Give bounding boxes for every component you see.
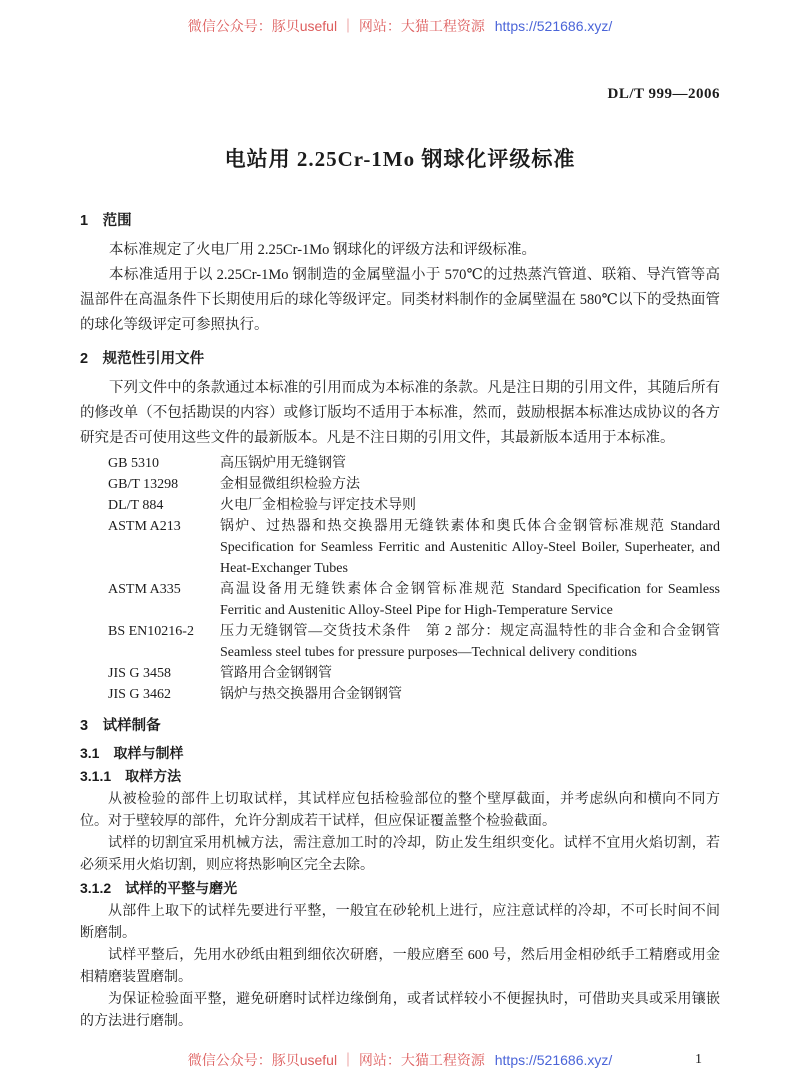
document-content: [0, 84, 800, 1032]
watermark-label: 微信公众号：豚贝useful ｜ 网站：大猫工程资源: [187, 1052, 485, 1068]
paragraph: 从部件上取下的试样先要进行平整，一般宜在砂轮机上进行，应注意试样的冷却，不可长时间不间断磨制。: [80, 904, 720, 941]
watermark-url-link[interactable]: https://521686.xyz/: [494, 18, 613, 34]
paragraph: 本标准适用于以 2.25Cr-1Mo 钢制造的金属壁温小于 570℃的过热蒸汽管道、联箱、导汽管等高温部件在高温条件下长期使用后的球化等级评定。同类材料制作的金属壁温在 580℃以下的受热面管的球化等级评定可参照执行。: [80, 267, 720, 333]
reference-description: 金相显微组织检验方法: [220, 477, 360, 492]
reference-description: 锅炉、过热器和热交换器用无缝铁素体和奥氏体合金钢管标准规范 Standard Specification for Seamless Ferritic and Austenitic Alloy-Steel Boiler, Superheater, and Heat-Exchanger Tubes: [220, 519, 720, 576]
paragraph: 下列文件中的条款通过本标准的引用而成为本标准的条款。凡是注日期的引用文件，其随后所有的修改单（不包括勘误的内容）或修订版均不适用于本标准，然而，鼓励根据本标准达成协议的各方研究是否可使用这些文件的最新版本。凡是不注日期的引用文件，其最新版本适用于本标准。: [80, 380, 720, 446]
paragraph: 本标准规定了火电厂用 2.25Cr-1Mo 钢球化的评级方法和评级标准。: [109, 242, 537, 258]
watermark-top: [0, 0, 800, 36]
paragraph: 为保证检验面平整，避免研磨时试样边缘倒角，或者试样较小不便握执时，可借助夹具或采用镶嵌的方法进行磨制。: [80, 992, 720, 1029]
paragraph: 试样平整后，先用水砂纸由粗到细依次研磨，一般应磨至 600 号，然后用金相砂纸手工精磨或用金相精磨装置磨制。: [80, 948, 720, 985]
reference-row: [80, 474, 720, 495]
reference-code: ASTM A213: [108, 519, 181, 534]
reference-row: [80, 453, 720, 474]
section-3-1-2-heading: 3.1.2 试样的平整与磨光: [80, 880, 238, 896]
section-3-1-heading: 3.1 取样与制样: [80, 745, 184, 761]
watermark-url-link[interactable]: https://521686.xyz/: [494, 1052, 613, 1068]
reference-description: 压力无缝钢管—交货技术条件 第 2 部分：规定高温特性的非合金和合金钢管 Seamless steel tubes for pressure purposes—Technical delivery conditions: [220, 624, 720, 660]
paragraph: 从被检验的部件上切取试样，其试样应包括检验部位的整个壁厚截面，并考虑纵向和横向不同方位。对于壁较厚的部件，允许分割成若干试样，但应保证覆盖整个检验截面。: [80, 792, 720, 829]
reference-row: [80, 621, 720, 663]
page-number: 1: [695, 1052, 702, 1067]
reference-description: 管路用合金钢钢管: [220, 666, 332, 681]
reference-row: [80, 684, 720, 705]
reference-code: GB/T 13298: [108, 477, 179, 492]
reference-code: JIS G 3458: [108, 666, 172, 681]
reference-description: 火电厂金相检验与评定技术导则: [220, 498, 416, 513]
page-footer: [0, 1050, 800, 1070]
page-title: 电站用 2.25Cr-1Mo 钢球化评级标准: [224, 147, 576, 171]
paragraph: 试样的切割宜采用机械方法，需注意加工时的冷却，防止发生组织变化。试样不宜用火焰切割，若必须采用火焰切割，则应将热影响区完全去除。: [80, 836, 720, 873]
section-2-heading: 2 规范性引用文件: [80, 351, 205, 367]
section-1-heading: 1 范围: [80, 213, 132, 229]
reference-description: 高压锅炉用无缝钢管: [220, 456, 346, 471]
reference-row: [80, 579, 720, 621]
reference-code: GB 5310: [108, 456, 159, 471]
watermark-bottom: [188, 1050, 613, 1070]
reference-row: [80, 516, 720, 579]
reference-description: 锅炉与热交换器用合金钢钢管: [220, 687, 402, 702]
reference-row: [80, 495, 720, 516]
reference-code: JIS G 3462: [108, 687, 172, 702]
section-3-1-1-heading: 3.1.1 取样方法: [80, 768, 182, 784]
references-list: [80, 453, 720, 705]
reference-code: DL/T 884: [108, 498, 164, 513]
reference-description: 高温设备用无缝铁素体合金钢管标准规范 Standard Specification for Seamless Ferritic and Austenitic Alloy-Steel Pipe for High-Temperature Service: [220, 582, 720, 618]
watermark-label: 微信公众号：豚贝useful ｜ 网站：大猫工程资源: [187, 18, 485, 34]
reference-code: ASTM A335: [108, 582, 181, 597]
reference-code: BS EN10216-2: [108, 624, 194, 639]
reference-row: [80, 663, 720, 684]
doc-number: DL/T 999—2006: [607, 86, 720, 102]
section-3-heading: 3 试样制备: [80, 718, 161, 734]
